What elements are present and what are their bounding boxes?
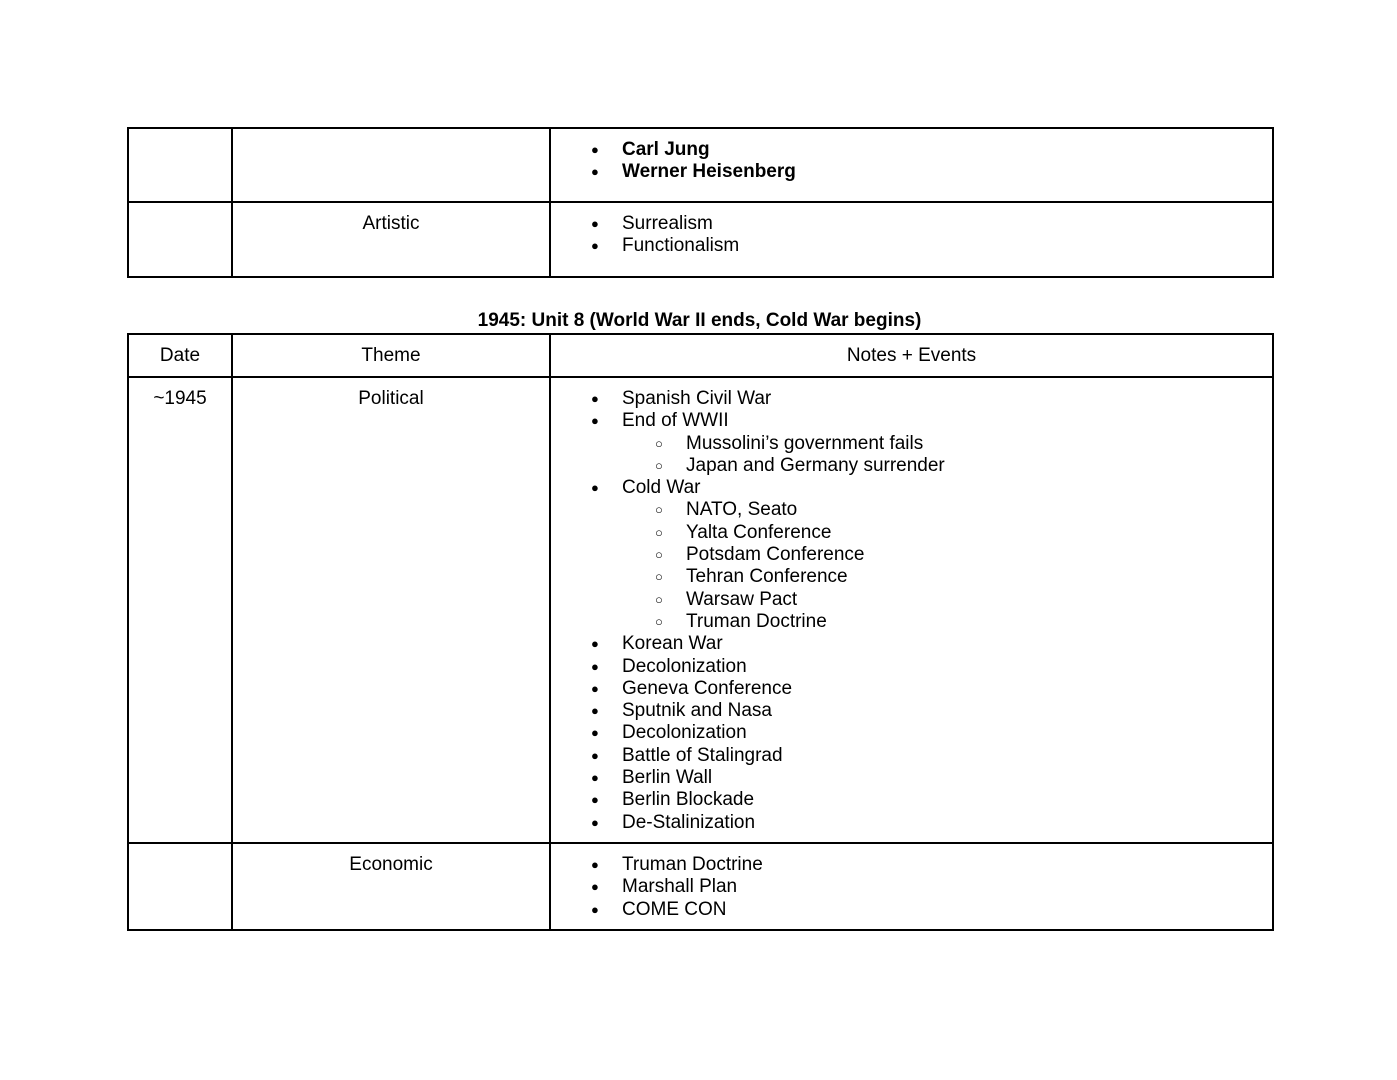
table-row (128, 202, 1273, 277)
sub-list-item: ○ Warsaw Pact (551, 589, 1272, 611)
list-item: ● Sputnik and Nasa (551, 700, 1272, 722)
list-item: ● Berlin Blockade (551, 789, 1272, 811)
notes-cell (550, 843, 1273, 930)
bullet-list (551, 378, 1272, 842)
bullet-list (551, 844, 1272, 929)
sub-list-item: ○ Potsdam Conference (551, 544, 1272, 566)
notes-cell (550, 128, 1273, 202)
list-item: ● Carl Jung (551, 139, 1272, 161)
theme-cell (232, 128, 550, 202)
list-item: ● Marshall Plan (551, 876, 1272, 898)
sub-list-item: ○ Mussolini’s government fails (551, 433, 1272, 455)
list-item: ● Korean War (551, 633, 1272, 655)
column-header-notes: Notes + Events (550, 334, 1273, 377)
table-row (128, 128, 1273, 202)
list-item: ● Battle of Stalingrad (551, 745, 1272, 767)
list-item: ● Cold War (551, 477, 1272, 499)
list-item: ● Functionalism (551, 235, 1272, 257)
list-item: ● Decolonization (551, 722, 1272, 744)
section-title: 1945: Unit 8 (World War II ends, Cold War begins) (477, 310, 922, 331)
column-header-date: Date (128, 334, 232, 377)
continued-table (127, 127, 1274, 278)
list-item: ● Berlin Wall (551, 767, 1272, 789)
list-item: ● Decolonization (551, 656, 1272, 678)
table-row (128, 377, 1273, 843)
date-cell: ~1945 (128, 377, 232, 843)
list-item: ● De-Stalinization (551, 812, 1272, 834)
sub-list-item: ○ Yalta Conference (551, 522, 1272, 544)
bullet-list (551, 203, 1272, 266)
date-cell (128, 202, 232, 277)
table-header-row (128, 334, 1273, 377)
column-header-theme: Theme (232, 334, 550, 377)
date-cell (128, 128, 232, 202)
sub-list-item: ○ Tehran Conference (551, 566, 1272, 588)
list-item: ● Surrealism (551, 213, 1272, 235)
list-item: ● Spanish Civil War (551, 388, 1272, 410)
unit-8-table (127, 333, 1274, 931)
sub-list-item: ○ Truman Doctrine (551, 611, 1272, 633)
list-item: ● End of WWII (551, 410, 1272, 432)
table-row (128, 843, 1273, 930)
list-item: ● Truman Doctrine (551, 854, 1272, 876)
date-cell (128, 843, 232, 930)
theme-cell: Economic (232, 843, 550, 930)
notes-cell (550, 202, 1273, 277)
sub-list-item: ○ Japan and Germany surrender (551, 455, 1272, 477)
notes-cell (550, 377, 1273, 843)
list-item: ● COME CON (551, 899, 1272, 921)
theme-cell: Artistic (232, 202, 550, 277)
list-item: ● Geneva Conference (551, 678, 1272, 700)
bullet-list (551, 129, 1272, 192)
theme-cell: Political (232, 377, 550, 843)
sub-list-item: ○ NATO, Seato (551, 499, 1272, 521)
list-item: ● Werner Heisenberg (551, 161, 1272, 183)
